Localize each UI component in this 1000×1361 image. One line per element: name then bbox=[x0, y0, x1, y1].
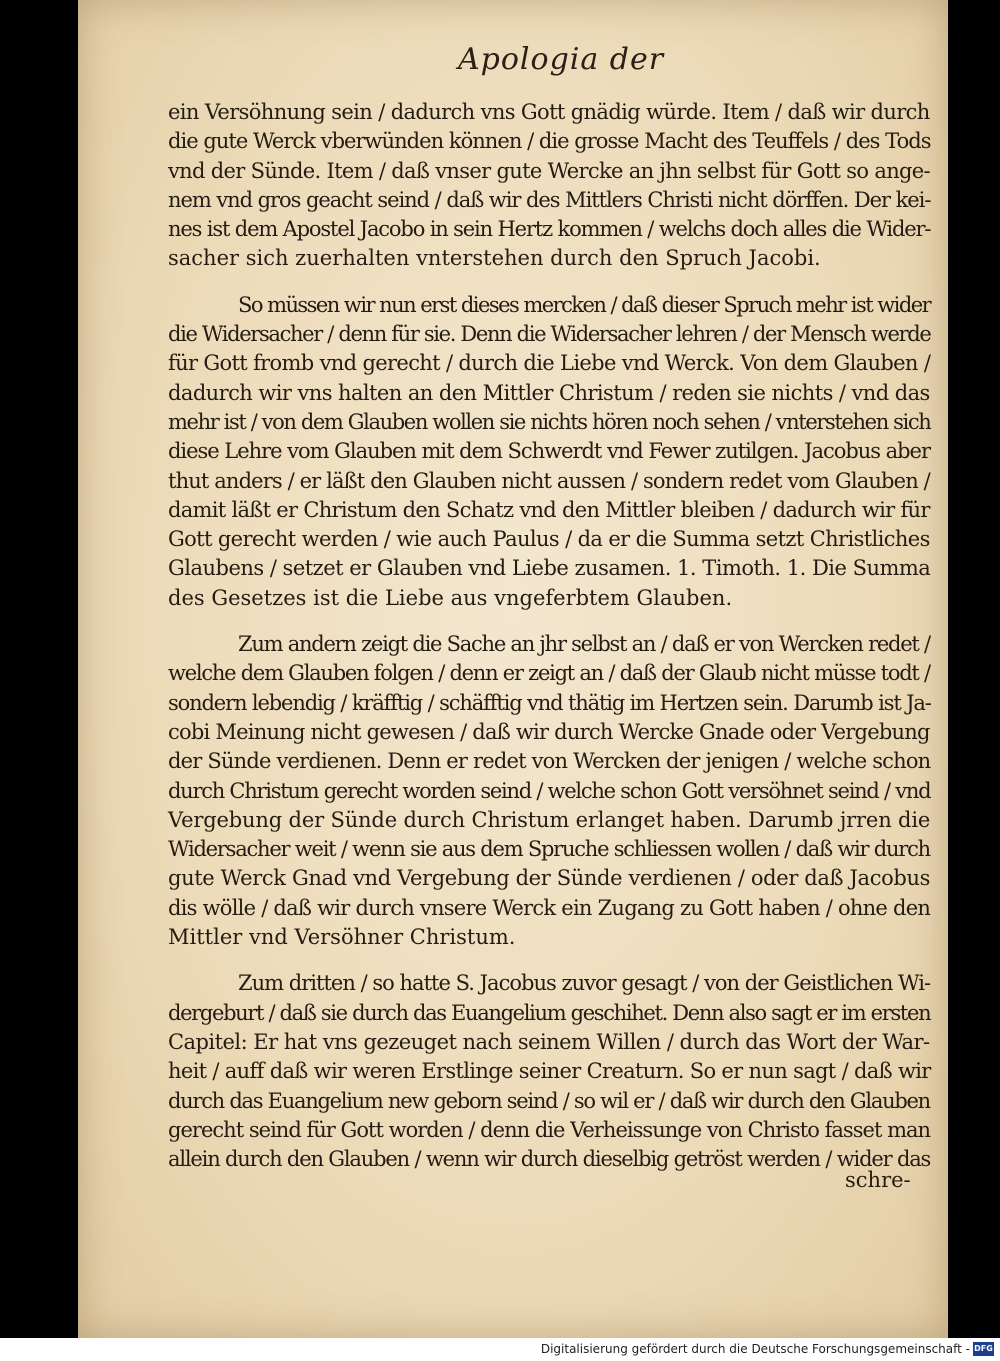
text-line: allein durch den Glauben / wenn wir durch dieselbig getröst werden / wider das bbox=[168, 1147, 931, 1172]
text-line: der Sünde verdienen. Denn er redet von Wercken der jenigen / welche schon bbox=[168, 749, 931, 774]
funding-credit: Digitalisierung gefördert durch die Deutsche Forschungsgemeinschaft - bbox=[540, 1342, 970, 1356]
text-line: für Gott fromb vnd gerecht / durch die Liebe vnd Werck. Von dem Glauben / bbox=[168, 351, 931, 376]
paragraph-gap bbox=[168, 274, 930, 291]
paragraph-1 bbox=[168, 98, 930, 274]
text-line: durch Christum gerecht worden seind / welche schon Gott versöhnet seind / vnd bbox=[168, 778, 931, 803]
running-title: Apologia der bbox=[458, 42, 665, 77]
catchword: schre- bbox=[845, 1168, 911, 1192]
text-line: durch das Euangelium new geborn seind / so wil er / daß wir durch den Glauben bbox=[168, 1088, 930, 1113]
paragraph-gap bbox=[168, 952, 930, 969]
text-line: dadurch wir vns halten an den Mittler Christum / reden sie nichts / vnd das bbox=[168, 380, 930, 405]
text-line: welche dem Glauben folgen / denn er zeigt an / daß der Glaub nicht müsse todt / bbox=[168, 661, 930, 686]
text-line: Mittler vnd Versöhner Christum. bbox=[168, 925, 516, 950]
text-line: dis wölle / daß wir durch vnsere Werck ein Zugang zu Gott haben / ohne den bbox=[168, 895, 931, 920]
text-line: damit läßt er Christum den Schatz vnd den Mittler bleiben / dadurch wir für bbox=[168, 497, 930, 522]
text-line: die Widersacher / denn für sie. Denn die Widersacher lehren / der Mensch werde bbox=[168, 322, 931, 347]
text-line: So müssen wir nun erst dieses mercken / daß dieser Spruch mehr ist wider bbox=[238, 292, 931, 317]
text-line: dergeburt / daß sie durch das Euangelium geschihet. Denn also sagt er im ersten bbox=[168, 1000, 931, 1025]
text-line: heit / auff daß wir weren Erstlinge seiner Creaturn. So er nun sagt / daß wir bbox=[168, 1059, 931, 1084]
text-line: gute Werck Gnad vnd Vergebung der Sünde verdienen / oder daß Jacobus bbox=[168, 866, 931, 891]
text-line: die gute Werck vberwünden können / die grosse Macht des Teuffels / des Tods bbox=[168, 129, 931, 154]
text-line: thut anders / er läßt den Glauben nicht aussen / sondern redet vom Glauben / bbox=[168, 468, 930, 493]
body-text bbox=[168, 98, 930, 1174]
text-line: sondern lebendig / kräfftig / schäfftig vnd thätig im Hertzen sein. Darumb ist Ja- bbox=[168, 690, 931, 715]
paragraph-gap bbox=[168, 613, 930, 630]
text-line: ein Versöhnung sein / dadurch vns Gott gnädig würde. Item / daß wir durch bbox=[168, 100, 930, 124]
text-line: nem vnd gros geacht seind / daß wir des Mittlers Christi nicht dörffen. Der kei- bbox=[168, 187, 931, 212]
text-line: nes ist dem Apostel Jacobo in sein Hertz kommen / welchs doch alles die Wider- bbox=[168, 217, 931, 242]
text-line: Capitel: Er hat vns gezeuget nach seinem Willen / durch das Wort der War- bbox=[168, 1029, 930, 1054]
text-line: Zum andern zeigt die Sache an jhr selbst an / daß er von Wercken redet / bbox=[238, 632, 930, 657]
text-line: Glaubens / setzet er Glauben vnd Liebe zusamen. 1. Timoth. 1. Die Summa bbox=[168, 556, 931, 581]
paragraph-2 bbox=[168, 291, 930, 613]
dfg-logo-icon: DFG bbox=[973, 1342, 994, 1356]
text-line: cobi Meinung nicht gewesen / daß wir durch Wercke Gnade oder Vergebung bbox=[168, 719, 930, 744]
text-line: diese Lehre vom Glauben mit dem Schwerdt vnd Fewer zutilgen. Jacobus aber bbox=[168, 439, 930, 464]
text-line: Vergebung der Sünde durch Christum erlanget haben. Darumb jrren die bbox=[168, 807, 931, 832]
paragraph-3 bbox=[168, 630, 930, 952]
text-line: vnd der Sünde. Item / daß vnser gute Wercke an jhn selbst für Gott so ange- bbox=[168, 158, 930, 183]
paragraph-4 bbox=[168, 969, 930, 1174]
text-line: mehr ist / von dem Glauben wollen sie nichts hören noch sehen / vnterstehen sich bbox=[168, 409, 931, 434]
text-line: gerecht seind für Gott worden / denn die Verheissunge von Christo fasset man bbox=[168, 1117, 931, 1142]
footer-bar bbox=[0, 1338, 1000, 1361]
text-line: des Gesetzes ist die Liebe aus vngeferbtem Glauben. bbox=[168, 585, 733, 610]
text-line: sacher sich zuerhalten vnterstehen durch den Spruch Jacobi. bbox=[168, 246, 821, 271]
text-line: Zum dritten / so hatte S. Jacobus zuvor gesagt / von der Geistlichen Wi- bbox=[238, 971, 931, 996]
text-line: Gott gerecht werden / wie auch Paulus / da er die Summa setzt Christliches bbox=[168, 527, 930, 552]
text-line: Widersacher weit / wenn sie aus dem Spruche schliessen wollen / daß wir durch bbox=[168, 837, 930, 862]
